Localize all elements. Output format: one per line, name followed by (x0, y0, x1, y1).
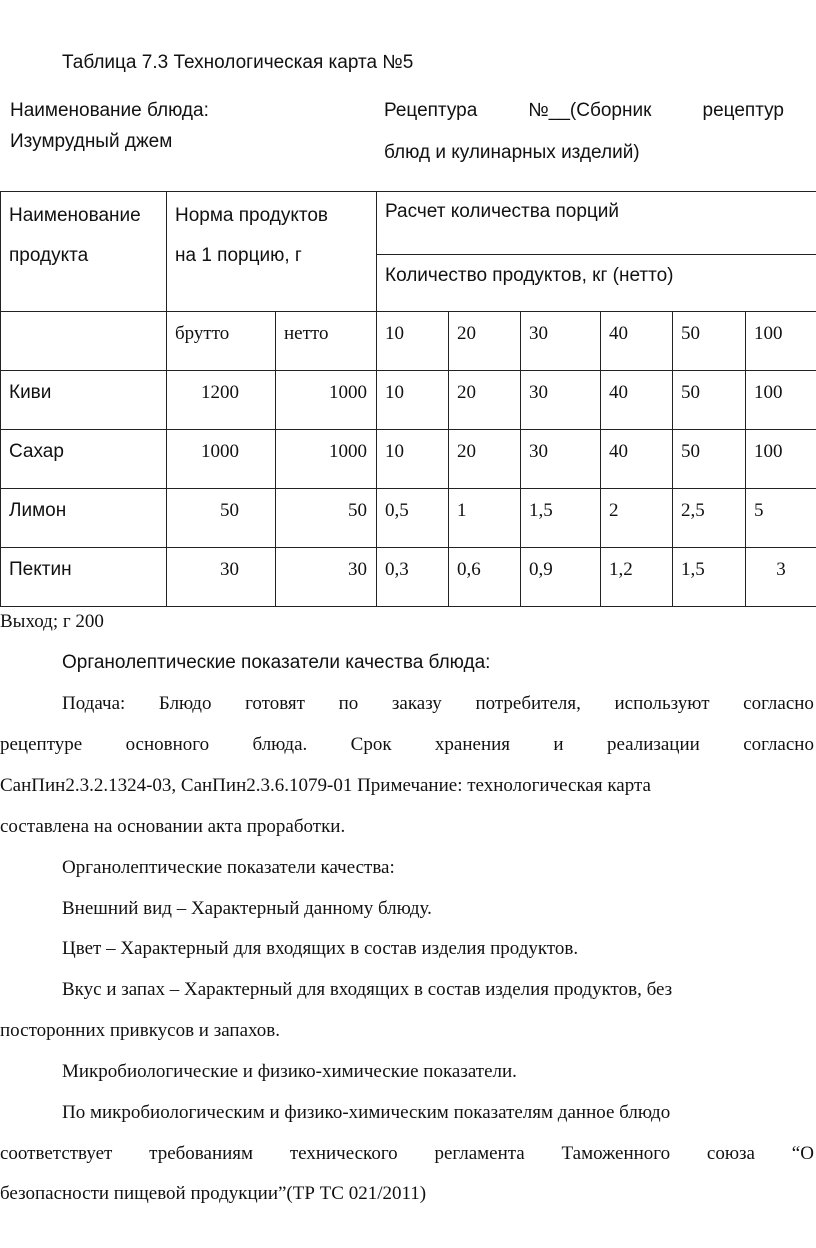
qty-value: 40 (601, 430, 673, 489)
brutto-value: 50 (167, 489, 276, 548)
word: Срок (350, 734, 392, 755)
qty-value: 2,5 (673, 489, 746, 548)
word: Блюдо (158, 693, 212, 714)
header-norm-line1: Норма продуктов (175, 205, 329, 226)
word: основного (125, 734, 210, 755)
micro-heading: Микробиологические и физико-химические показатели. (62, 1061, 517, 1082)
qty-value: 20 (449, 430, 521, 489)
netto-value: 1000 (276, 371, 377, 430)
table-row (1, 371, 816, 430)
recipe-word: Рецептура (384, 100, 478, 121)
word: “О (791, 1143, 814, 1164)
color-line: Цвет – Характерный для входящих в состав изделия продуктов. (62, 938, 579, 959)
word: по (338, 693, 359, 714)
header-calc: Расчет количества порций (377, 192, 816, 255)
netto-value: 1000 (276, 430, 377, 489)
qty-value: 1,5 (673, 548, 746, 607)
header-product-line1: Наименование (9, 205, 141, 226)
table-row (1, 489, 816, 548)
qty-value: 40 (601, 371, 673, 430)
word: Таможенного (561, 1143, 671, 1164)
taste-line-2: посторонних привкусов и запахов. (0, 1020, 281, 1041)
header-netto: нетто (276, 312, 377, 371)
word: регламента (434, 1143, 525, 1164)
recipe-line-2: блюд и кулинарных изделий) (384, 142, 640, 163)
header-empty-cell (1, 312, 167, 371)
recipe-word: №__(Сборник (528, 100, 652, 121)
header-norm (167, 192, 377, 312)
serving-line-4: составлена на основании акта проработки. (0, 816, 346, 837)
qty-value: 1 (449, 489, 521, 548)
netto-value: 50 (276, 489, 377, 548)
word: хранения (434, 734, 511, 755)
table-caption: Таблица 7.3 Технологическая карта №5 (62, 52, 414, 73)
recipe-word: рецептур (702, 100, 784, 121)
word: потребителя, (475, 693, 581, 714)
word: Подача: (62, 693, 126, 714)
qty-value: 1,5 (521, 489, 601, 548)
qty-value: 30 (521, 430, 601, 489)
header-product-line2: продукта (9, 245, 89, 266)
micro-line-1: По микробиологическим и физико-химическим показателям данное блюдо (62, 1102, 671, 1123)
qty-value: 0,9 (521, 548, 601, 607)
qty-value: 100 (746, 371, 816, 430)
header-product (1, 192, 167, 312)
portion-header: 50 (673, 312, 746, 371)
serving-line-3: СанПин2.3.2.1324-03, СанПин2.3.6.1079-01 Примечание: технологическая карта (0, 775, 651, 796)
product-name: Сахар (1, 430, 167, 489)
word: согласно (743, 734, 814, 755)
word: согласно (743, 693, 814, 714)
qty-value: 0,5 (377, 489, 449, 548)
word: заказу (391, 693, 442, 714)
recipe-line-1 (384, 100, 784, 122)
product-name: Киви (1, 371, 167, 430)
portion-header: 100 (746, 312, 816, 371)
output-line: Выход; г 200 (0, 611, 104, 632)
qty-value: 50 (673, 430, 746, 489)
header-norm-line2: на 1 порцию, г (175, 245, 302, 266)
word: технического (289, 1143, 398, 1164)
brutto-value: 1000 (167, 430, 276, 489)
table-row (1, 548, 816, 607)
word: используют (614, 693, 710, 714)
qty-value: 5 (746, 489, 816, 548)
word: и (553, 734, 564, 755)
table-row (1, 430, 816, 489)
portion-header: 10 (377, 312, 449, 371)
word: реализации (606, 734, 700, 755)
qty-value: 0,6 (449, 548, 521, 607)
qty-value: 30 (521, 371, 601, 430)
micro-line-2 (0, 1143, 814, 1165)
qty-value: 3 (746, 548, 816, 607)
tech-card-table (0, 191, 816, 607)
product-name: Пектин (1, 548, 167, 607)
brutto-value: 1200 (167, 371, 276, 430)
word: рецептуре (0, 734, 83, 755)
portion-header: 40 (601, 312, 673, 371)
portion-header: 20 (449, 312, 521, 371)
qty-value: 100 (746, 430, 816, 489)
word: соответствует (0, 1143, 113, 1164)
qty-value: 10 (377, 430, 449, 489)
dish-label: Наименование блюда: (10, 100, 209, 121)
quality-heading: Органолептические показатели качества: (62, 857, 395, 878)
word: союза (706, 1143, 755, 1164)
brutto-value: 30 (167, 548, 276, 607)
qty-value: 0,3 (377, 548, 449, 607)
qty-value: 10 (377, 371, 449, 430)
micro-line-3: безопасности пищевой продукции”(ТР ТС 021/2011) (0, 1183, 427, 1204)
netto-value: 30 (276, 548, 377, 607)
qty-value: 1,2 (601, 548, 673, 607)
word: готовят (245, 693, 305, 714)
dish-name: Изумрудный джем (10, 131, 173, 152)
qty-value: 20 (449, 371, 521, 430)
qty-value: 2 (601, 489, 673, 548)
qty-value: 50 (673, 371, 746, 430)
product-name: Лимон (1, 489, 167, 548)
header-brutto: брутто (167, 312, 276, 371)
taste-line-1: Вкус и запах – Характерный для входящих в состав изделия продуктов, без (62, 979, 673, 1000)
appearance-line: Внешний вид – Характерный данному блюду. (62, 898, 432, 919)
word: требованиям (149, 1143, 254, 1164)
organoleptic-heading: Органолептические показатели качества блюда: (62, 652, 491, 673)
portion-header: 30 (521, 312, 601, 371)
serving-line-2 (0, 734, 814, 756)
header-qty: Количество продуктов, кг (нетто) (377, 255, 816, 312)
word: блюда. (252, 734, 308, 755)
serving-line-1 (62, 693, 814, 715)
